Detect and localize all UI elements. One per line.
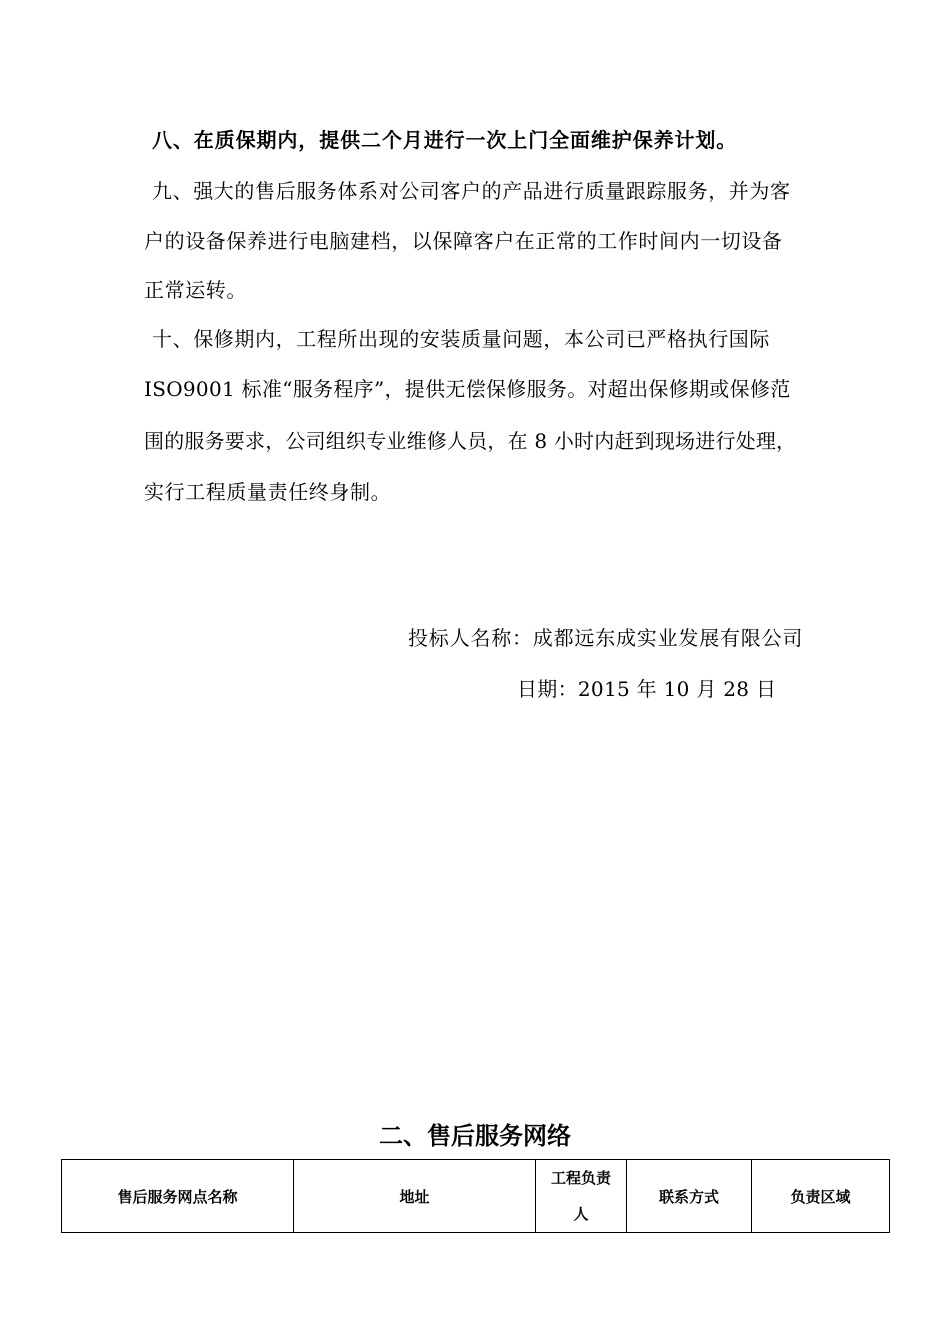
item-9-line-2: 户的设备保养进行电脑建档，以保障客户在正常的工作时间内一切设备 bbox=[144, 229, 783, 253]
service-network-table bbox=[61, 1159, 890, 1233]
item-10-line-4: 实行工程质量责任终身制。 bbox=[144, 480, 392, 504]
header-outlet-name: 售后服务网点名称 bbox=[62, 1160, 294, 1233]
header-engineer bbox=[536, 1160, 627, 1233]
signature-date: 日期：2015 年 10 月 28 日 bbox=[517, 677, 777, 701]
header-address: 地址 bbox=[294, 1160, 536, 1233]
header-region: 负责区域 bbox=[752, 1160, 890, 1233]
item-10-line-3: 围的服务要求，公司组织专业维修人员，在 8 小时内赶到现场进行处理， bbox=[144, 429, 797, 453]
item-8-paragraph: 八、在质保期内，提供二个月进行一次上门全面维护保养计划。 bbox=[152, 128, 738, 152]
item-10-line-2: ISO9001 标准“服务程序”，提供无偿保修服务。对超出保修期或保修范 bbox=[144, 377, 791, 401]
header-contact: 联系方式 bbox=[627, 1160, 752, 1233]
item-9-line-3: 正常运转。 bbox=[144, 278, 247, 302]
header-engineer-line-1: 工程负责 bbox=[550, 1169, 611, 1187]
bidder-name: 投标人名称：成都远东成实业发展有限公司 bbox=[408, 626, 804, 650]
header-engineer-line-2: 人 bbox=[573, 1205, 589, 1223]
table-header-row bbox=[62, 1160, 890, 1233]
item-9-line-1: 九、强大的售后服务体系对公司客户的产品进行质量跟踪服务，并为客 bbox=[152, 179, 791, 203]
item-10-line-1: 十、保修期内，工程所出现的安装质量问题，本公司已严格执行国际 bbox=[152, 327, 770, 351]
section-title: 二、售后服务网络 bbox=[379, 1122, 571, 1150]
